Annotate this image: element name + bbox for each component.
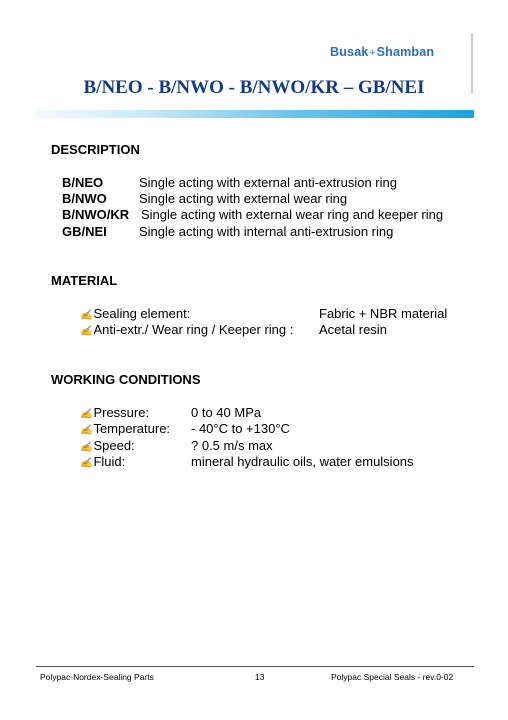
title-gradient-bar	[36, 110, 474, 118]
footer-divider	[36, 666, 474, 667]
description-code: B/NWO/KR	[62, 207, 130, 222]
pen-icon: ✍	[80, 409, 93, 420]
working-label: ✍Pressure:	[80, 405, 150, 420]
description-text: Single acting with external wear ring and keeper ring	[141, 207, 444, 222]
description-code: B/NWO	[62, 191, 107, 206]
logo-right: Shamban	[376, 45, 435, 59]
description-code: B/NEO	[62, 175, 104, 190]
logo-left: Busak	[330, 45, 369, 59]
pen-icon: ✍	[80, 442, 93, 453]
description-code: GB/NEI	[62, 224, 107, 239]
footer-right: Polypac Special Seals - rev.0-02	[331, 672, 454, 682]
working-heading: WORKING CONDITIONS	[51, 372, 201, 387]
description-text: Single acting with external anti-extrusion ring	[139, 175, 397, 190]
working-value: 0 to 40 MPa	[191, 405, 262, 420]
pen-icon: ✍	[80, 425, 93, 436]
working-value: - 40°C to +130°C	[191, 421, 290, 436]
material-heading: MATERIAL	[51, 273, 118, 288]
material-label: ✍Sealing element:	[80, 306, 191, 321]
working-label: ✍Temperature:	[80, 421, 171, 436]
working-label: ✍Speed:	[80, 438, 135, 453]
footer-left: Polypac-Nordex-Sealing Parts	[40, 672, 154, 682]
pen-icon: ✍	[80, 458, 93, 469]
working-label: ✍Fluid:	[80, 454, 126, 469]
page-title: B/NEO - B/NWO - B/NWO/KR – GB/NEI	[83, 77, 425, 98]
material-label: ✍Anti-extr./ Wear ring / Keeper ring :	[80, 322, 294, 337]
pen-icon: ✍	[80, 310, 93, 321]
material-value: Acetal resin	[319, 322, 387, 337]
description-text: Single acting with internal anti-extrusion ring	[139, 224, 394, 239]
working-value: mineral hydraulic oils, water emulsions	[191, 454, 414, 469]
working-value: ? 0.5 m/s max	[191, 438, 273, 453]
material-value: Fabric + NBR material	[319, 306, 448, 321]
company-logo	[330, 45, 434, 59]
pen-icon: ✍	[80, 326, 93, 337]
description-text: Single acting with external wear ring	[139, 191, 348, 206]
page-number: 13	[255, 672, 265, 682]
description-heading: DESCRIPTION	[51, 142, 140, 157]
logo-separator: +	[369, 48, 376, 59]
